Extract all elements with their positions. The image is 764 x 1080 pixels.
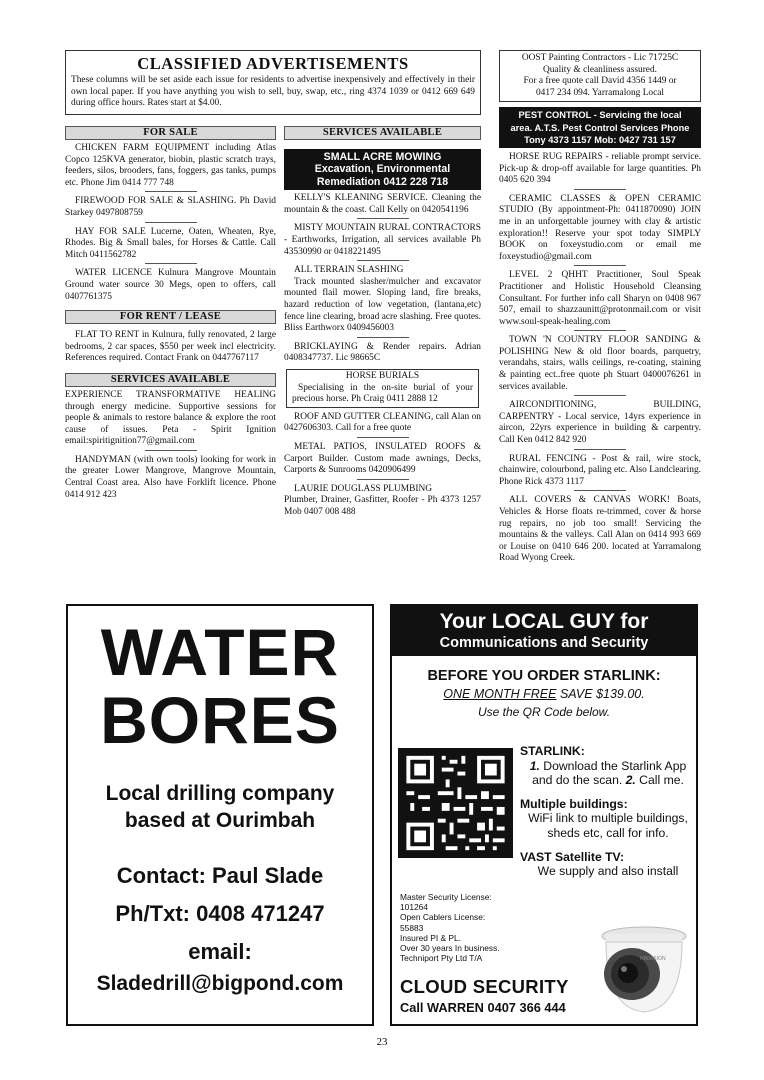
pest-line-2: area. A.T.S. Pest Control Services Phone	[510, 122, 690, 133]
license-info	[400, 892, 550, 963]
divider	[574, 490, 626, 491]
water-bores-phone: Ph/Txt: 0408 471247	[115, 901, 325, 926]
divider	[574, 265, 626, 266]
plumbing-title: LAURIE DOUGLASS PLUMBING	[294, 483, 433, 494]
starlink-details	[520, 744, 696, 879]
local-guy-header-1: Your LOCAL GUY for	[439, 610, 649, 633]
security-camera-icon	[592, 922, 692, 1018]
ad-misty-mountain: MISTY MOUNTAIN RURAL CONTRACTORS - Earthworks, Irrigation, all services available Ph 43530990 or 0418221495	[284, 223, 481, 257]
water-bores-email-label: email:	[188, 939, 252, 964]
divider	[357, 337, 409, 338]
ad-aircon: AIRCONDITIONING, BUILDING, CARPENTRY - Local service, 14yrs experience in aircon, 22yrs experience in building & carpentry. Call Ken 0412 842 920	[499, 400, 701, 446]
painting-ad-box	[499, 50, 701, 102]
ad-rural-fencing: RURAL FENCING - Post & rail, wire stock, chainwire, colourbond, paling etc. Also Landclearing. Phone Rick 4373 1117	[499, 453, 701, 487]
step-2-text: Call me.	[635, 773, 684, 788]
starlink-title: STARLINK:	[520, 744, 585, 758]
water-bores-tagline-2: based at Ourimbah	[124, 809, 316, 832]
ad-plumbing: Plumber, Drainer, Gasfitter, Roofer - Ph 4373 1257 Mob 0407 008 488	[284, 495, 481, 517]
mowing-line-1: SMALL ACRE MOWING	[323, 151, 442, 163]
water-bores-contact: Contact: Paul Slade	[116, 863, 324, 888]
offer-free: ONE MONTH FREE	[443, 687, 557, 701]
ad-healing: EXPERIENCE TRANSFORMATIVE HEALING through energy medicine. Supportive sessions for people & animals to restore balance & explore the root cause of issues. Peta - Spirit Ignition email:spiritignition77@gmail.com	[65, 389, 276, 447]
ad-metal-patios: METAL PATIOS, INSULATED ROOFS & Carport Builder. Custom made awnings, Decks, Carports & Sunrooms 0420906499	[284, 441, 481, 476]
step-1b-text: and do the scan.	[532, 773, 626, 788]
starlink-before: BEFORE YOU ORDER STARLINK:	[427, 668, 661, 684]
step-1-text: Download the Starlink App	[539, 758, 687, 773]
qr-code-panel[interactable]	[398, 748, 513, 858]
for-sale-header: FOR SALE	[65, 126, 276, 140]
local-guy-header-2: Communications and Security	[439, 635, 649, 651]
divider	[357, 437, 409, 438]
license-line: Insured PI & PL.	[400, 932, 461, 943]
ad-bricklaying: BRICKLAYING & Render repairs. Adrian 0408347737. Lic 98665C	[284, 341, 481, 364]
painting-line-4: 0417 234 094. Yarramalong Local	[535, 87, 665, 98]
license-line: 101264	[400, 902, 428, 913]
ad-flat-to-rent: FLAT TO RENT in Kulnura, fully renovated, 2 large bedrooms, 2 car spaces, $550 per week incl electricity. References required. Contact Frank on 0447767117	[65, 330, 276, 364]
divider	[357, 218, 409, 219]
offer-save: SAVE $139.00.	[556, 687, 645, 701]
water-bores-tagline-1: Local drilling company	[105, 782, 335, 805]
page-number: 23	[376, 1036, 388, 1048]
step-2-number: 2.	[625, 773, 636, 788]
local-guy-ad	[390, 604, 698, 1026]
ad-floor-sanding: TOWN 'N COUNTRY FLOOR SANDING & POLISHING New & old floor boards, parquetry, verandahs, stairs, walls ceilings, re-coating, staining & painting ect..free quote ph Stuart 0400076261 in services available.	[499, 335, 701, 392]
classified-intro: These columns will be set aside each issue for residents to advertise inexpensively and effectively in their own local paper. If you have anything you wish to sell, buy, swap, etc., ring 4374 1039 or 0412 669 649 during office hours. Rates start at $4.00.	[71, 75, 475, 109]
mowing-line-3: Remediation 0412 228 718	[316, 175, 449, 188]
qr-code-icon	[398, 748, 513, 858]
call-warren: Call WARREN 0407 366 444	[400, 1000, 566, 1015]
ad-ceramic: CERAMIC CLASSES & OPEN CERAMIC STUDIO (By appointment-Ph: 0411870090) JOIN me in an unforgettable journey with clay & artistic exploration!! Reserve your spot today SIMPLY BOOK on foxeystudio.com or email me foxeystudio@gmail.com	[499, 193, 701, 262]
services-header-col1: SERVICES AVAILABLE	[65, 373, 276, 387]
water-bores-title-1: WATER	[100, 615, 340, 689]
horse-burials-title: HORSE BURIALS	[345, 370, 420, 381]
qr-note: Use the QR Code below.	[477, 705, 611, 719]
camera-brand: HIKVISION	[640, 956, 666, 962]
divider	[145, 450, 197, 451]
painting-line-3: For a free quote call David 4356 1449 or	[523, 76, 677, 87]
classified-intro-box	[65, 50, 481, 115]
horse-burials-box	[286, 369, 479, 408]
pest-control-banner	[499, 107, 701, 148]
multi-line-2: sheds etc, call for info.	[547, 825, 669, 840]
pest-line-1: PEST CONTROL - Servicing the local	[518, 110, 682, 121]
starlink-step-1	[520, 759, 696, 774]
ad-horse-rug: HORSE RUG REPAIRS - reliable prompt service. Pick-up & drop-off available for large quantities. Ph 0405 620 394	[499, 151, 701, 186]
divider	[357, 260, 409, 261]
vast-title: VAST Satellite TV:	[520, 849, 625, 864]
ad-kleaning: KELLY'S KLEANING SERVICE. Cleaning the mountain & the coast. Call Kelly on 0420541196	[284, 193, 481, 215]
license-line: 55883	[400, 922, 424, 933]
painting-line-1: OOST Painting Contractors - Lic 71725C	[521, 53, 679, 63]
water-bores-title-2: BORES	[100, 683, 340, 757]
ad-qhht: LEVEL 2 QHHT Practitioner, Soul Speak Practitioner and Holistic Household Cleansing Consultant. For further info call Sharyn on 0408 967 507, email to shazzaunitt@protonmail.com or visit www.soul-speak-healing.com	[499, 270, 701, 327]
painting-line-2: Quality & cleanliness assured.	[542, 64, 658, 75]
multi-line-1: WiFi link to multiple buildings,	[528, 811, 688, 826]
column-1	[65, 126, 276, 503]
column-3	[499, 50, 701, 567]
step-1-number: 1.	[529, 758, 540, 773]
ad-roof-gutter: ROOF AND GUTTER CLEANING, call Alan on 0427606303. Call for a free quote	[284, 411, 481, 434]
divider	[574, 395, 626, 396]
pest-line-3: Tony 4373 1157 Mob: 0427 731 157	[524, 134, 676, 145]
ad-firewood: FIREWOOD FOR SALE & SLASHING. Ph David Starkey 0497808759	[65, 196, 276, 218]
column-2	[284, 126, 481, 520]
ad-hay: HAY FOR SALE Lucerne, Oaten, Wheaten, Rye, Rhodes. Big & Small bales, for Horses & Cattle. Call Mitch 0411562782	[65, 226, 276, 260]
license-line: Open Cablers License:	[400, 912, 486, 923]
vast-line: We supply and also install	[537, 864, 679, 879]
starlink-step-2	[520, 773, 696, 788]
water-bores-email: Sladedrill@bigpond.com	[96, 972, 344, 995]
ad-handyman: HANDYMAN (with own tools) looking for work in the greater Lower Mangrove, Mangrove Mountain, Central Coast area. Also have Forklift licence. Phone 0414 912 423	[65, 454, 276, 500]
mowing-line-2: Excavation, Environmental	[314, 163, 451, 176]
divider	[574, 189, 626, 190]
services-header-col2: SERVICES AVAILABLE	[284, 126, 481, 140]
divider	[574, 449, 626, 450]
ad-covers-canvas: ALL COVERS & CANVAS WORK! Boats, Vehicles & Horse floats re-trimmed, cover & horse rug repairs, no job too small! Servicing the mountains & the valleys. Call Alan on 0414 993 669 or Louise on 0410 646 200. located at Yarramalong Road Wyong Creek.	[499, 495, 701, 564]
license-line: Master Security License:	[400, 892, 492, 902]
divider	[357, 479, 409, 480]
divider	[145, 222, 197, 223]
local-guy-header	[392, 606, 696, 656]
license-line: Over 30 years In business.	[400, 943, 500, 954]
slashing-title: ALL TERRAIN SLASHING	[294, 265, 404, 276]
divider	[574, 330, 626, 331]
ad-water-licence: WATER LICENCE Kulnura Mangrove Mountain Ground water source 30 Megs, open to offers, call 0407761375	[65, 268, 276, 302]
license-line: Techniport Pty Ltd T/A	[400, 953, 483, 964]
cloud-security-title: CLOUD SECURITY	[400, 976, 569, 997]
for-rent-header: FOR RENT / LEASE	[65, 310, 276, 324]
divider	[145, 263, 197, 264]
classified-title: CLASSIFIED ADVERTISEMENTS	[137, 54, 409, 73]
ad-chicken-farm: CHICKEN FARM EQUIPMENT including Atlas Copco 125KVA generator, biobin, plastic scratch trays, feeders, silos, brooders, fans, foggers, gas tanks, pumps etc. Phone Jim 0414 777 748	[65, 143, 276, 188]
water-bores-ad	[66, 604, 374, 1026]
multi-title: Multiple buildings:	[520, 796, 628, 811]
starlink-offer	[392, 687, 696, 701]
divider	[145, 191, 197, 192]
ad-slashing: Track mounted slasher/mulcher and excavator mounted flail mower. Sloping land, fire breaks, hazard reduction of low vegetation, (lantana,etc) fence line clearing, broad acre slashing. Free quotes. Bliss Earthworx 0409456003	[284, 276, 481, 334]
horse-burials-body: Specialising in the on-site burial of your precious horse. Ph Craig 0411 2888 12	[292, 382, 473, 405]
mowing-banner	[284, 149, 481, 190]
